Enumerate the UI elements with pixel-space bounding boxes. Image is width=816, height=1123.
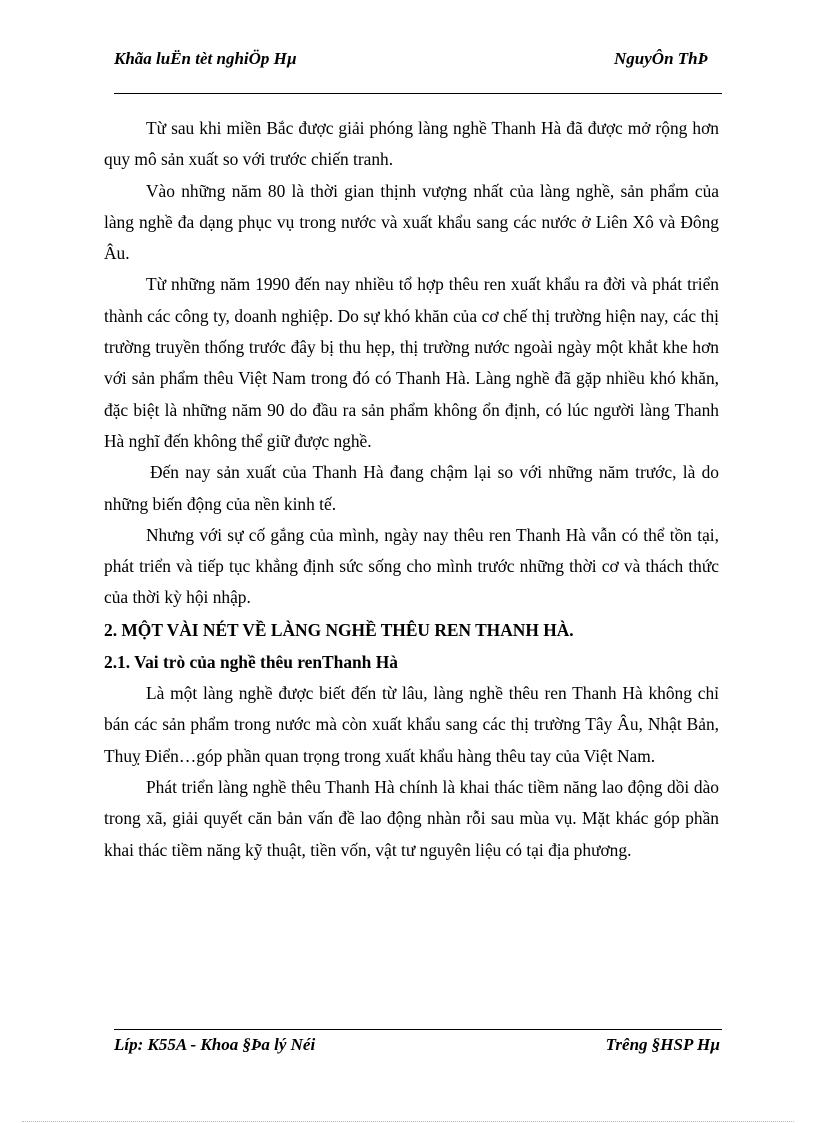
body-paragraph: Đến nay sản xuất của Thanh Hà đang chậm lại so với những năm trước, là do những biến động của nền kinh tế. (104, 462, 719, 514)
body-paragraph: Từ những năm 1990 đến nay nhiều tổ hợp thêu ren xuất khẩu ra đời và phát triển thành các công ty, doanh nghiệp. Do sự khó khăn của cơ chế thị trường hiện nay, các thị trường truyền thống trước đây bị thu hẹp, thị trường nước ngoài ngày một khắt khe hơn với sản phẩm thêu Việt Nam trong đó có Thanh Hà. Làng nghề đã gặp nhiều khó khăn, đặc biệt là những năm 90 do đầu ra sản phẩm không ổn định, có lúc người làng Thanh Hà nghĩ đến không thể giữ được nghề. (104, 274, 719, 451)
footer-class-label: Líp: K55A - Khoa §Þa lý Néi (114, 1035, 316, 1054)
body-paragraph: Là một làng nghề được biết đến từ lâu, làng nghề thêu ren Thanh Hà không chỉ bán các sản phẩm trong nước mà còn xuất khẩu sang các thị trường Tây Âu, Nhật Bản, Thuỵ Điển…góp phần quan trọng trong xuất khẩu hàng thêu tay của Việt Nam. (104, 683, 719, 766)
header-thesis-label: Khãa luËn tèt nghiÖp Hµ (114, 49, 297, 68)
page-footer (114, 1034, 720, 1078)
page-bottom-dotted-line (22, 1121, 794, 1122)
subsection-heading: 2.1. Vai trò của nghề thêu renThanh Hà (104, 651, 398, 672)
body-paragraph: Vào những năm 80 là thời gian thịnh vượng nhất của làng nghề, sản phẩm của làng nghề đa dạng phục vụ trong nước và xuất khẩu sang các nước ở Liên Xô và Đông Âu. (104, 180, 719, 264)
footer-school-label: Trêng §HSP Hµ (605, 1035, 720, 1054)
page-header (114, 48, 720, 92)
document-body (104, 113, 719, 866)
section-heading: 2. MỘT VÀI NÉT VỀ LÀNG NGHỀ THÊU REN THANH HÀ. (104, 619, 574, 640)
header-rule (114, 93, 722, 94)
footer-rule (114, 1029, 722, 1030)
header-author-name: NguyÔn ThÞ (614, 49, 708, 68)
body-paragraph: Từ sau khi miền Bắc được giải phóng làng nghề Thanh Hà đã được mở rộng hơn quy mô sản xuất so với trước chiến tranh. (104, 118, 719, 170)
body-paragraph: Nhưng với sự cố gắng của mình, ngày nay thêu ren Thanh Hà vẫn có thể tồn tại, phát triển và tiếp tục khẳng định sức sống cho mình trước những thời cơ và thách thức của thời kỳ hội nhập. (104, 524, 719, 608)
body-paragraph: Phát triển làng nghề thêu Thanh Hà chính là khai thác tiềm năng lao động dồi dào trong xã, giải quyết căn bản vấn đề lao động nhàn rỗi sau mùa vụ. Mặt khác góp phần khai thác tiềm năng kỹ thuật, tiền vốn, vật tư nguyên liệu có tại địa phương. (104, 776, 719, 860)
